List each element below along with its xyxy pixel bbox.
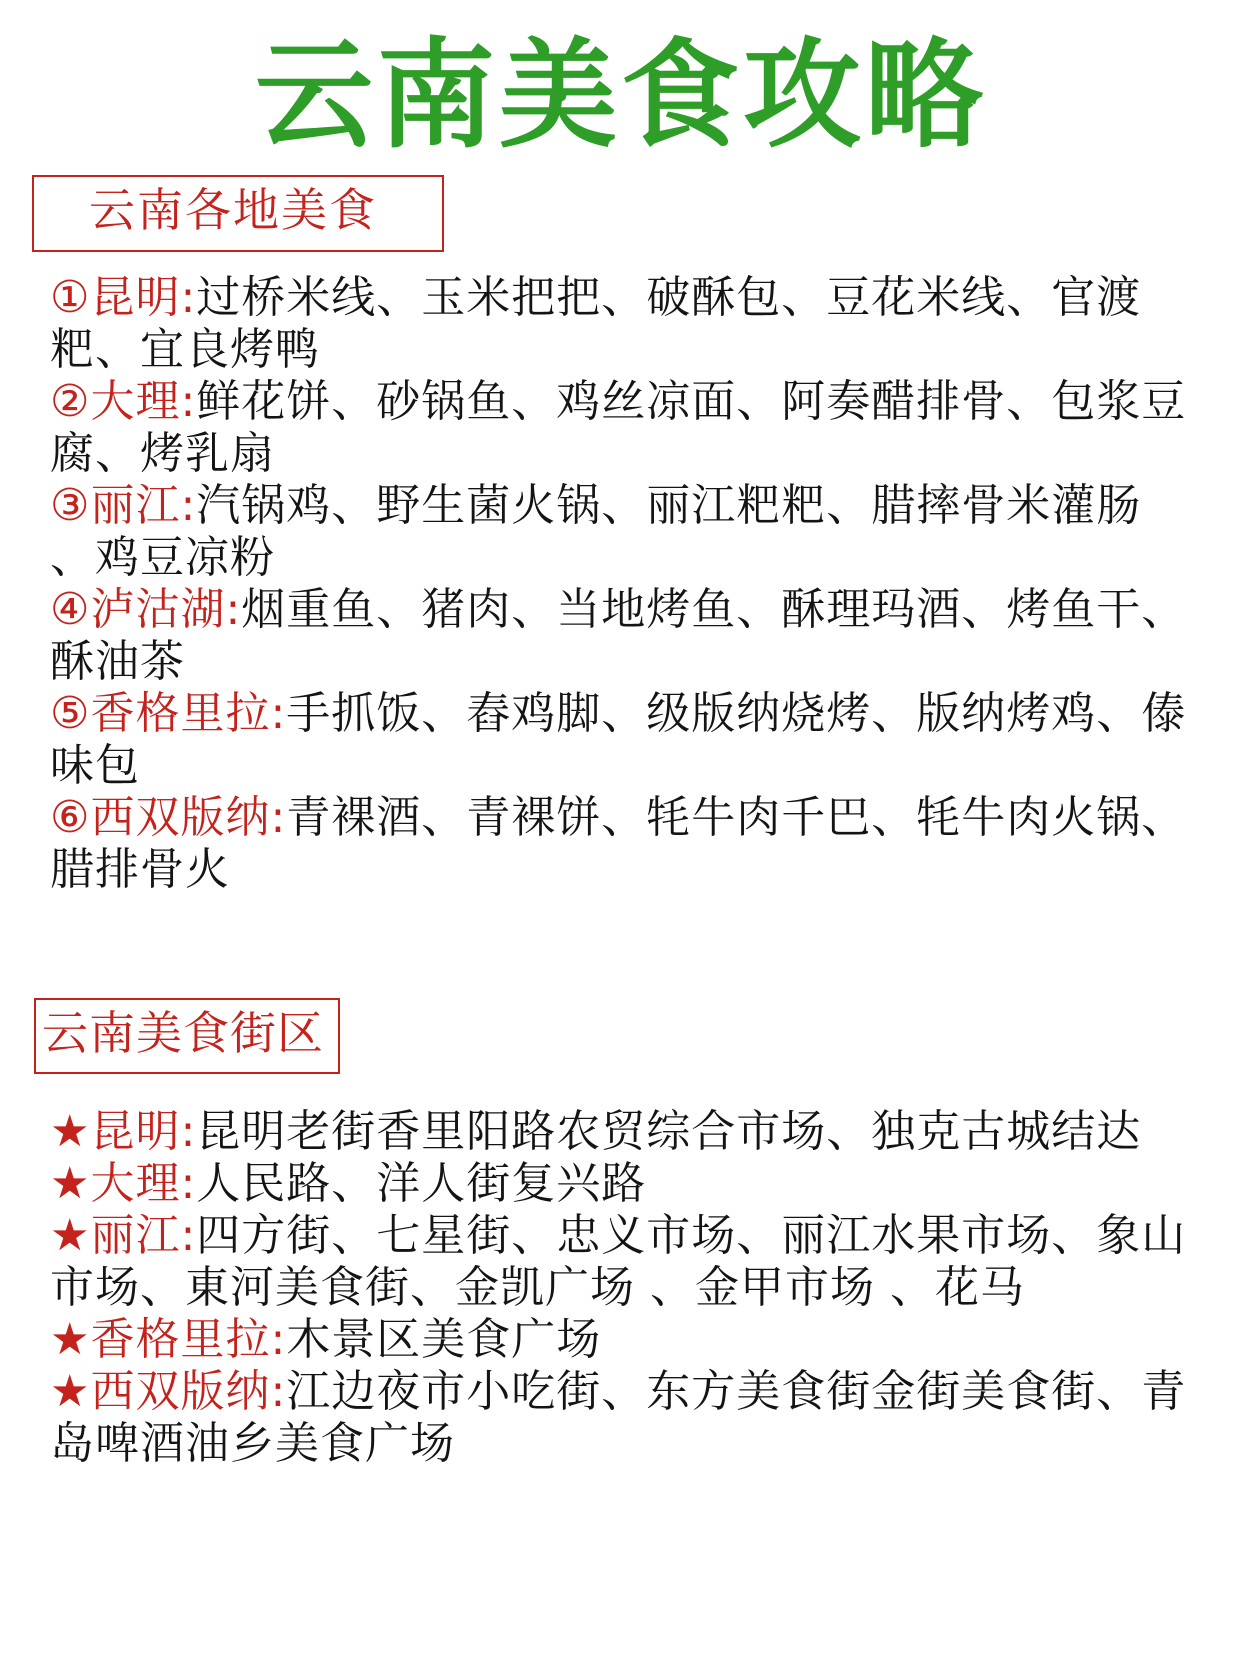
item-text: 烟重鱼、猪肉、当地烤鱼、酥理玛酒、烤鱼干、酥油茶 xyxy=(50,584,1187,687)
item-marker: ④ xyxy=(50,584,91,635)
list-item-xishuangbanna xyxy=(50,1366,1200,1470)
item-text: 汽锅鸡、野生菌火锅、丽江粑粑、腊摔骨米灌肠 、鸡豆凉粉 xyxy=(50,480,1142,583)
item-text: 青裸酒、青裸饼、牦牛肉千巴、牦牛肉火锅、腊排骨火 xyxy=(50,792,1187,895)
item-text: 鲜花饼、砂锅鱼、鸡丝凉面、阿奏醋排骨、包浆豆腐、烤乳扇 xyxy=(50,376,1187,479)
list-item-kunming xyxy=(50,1106,1200,1158)
item-text: 人民路、洋人街复兴路 xyxy=(196,1158,647,1209)
item-marker: ① xyxy=(50,272,91,323)
section-heading-food-streets: 云南美食街区 xyxy=(34,998,340,1074)
item-label: 西双版纳: xyxy=(90,1366,287,1417)
list-item-lugu-lake xyxy=(50,584,1200,688)
food-street-list xyxy=(50,1106,1200,1470)
list-item-lijiang xyxy=(50,480,1200,584)
star-icon: ★ xyxy=(50,1366,91,1417)
list-item-shangri-la xyxy=(50,688,1200,792)
item-label: 昆明: xyxy=(90,1106,197,1157)
item-text: 四方街、七星街、忠义市场、丽江水果市场、象山市场、東河美食街、金凯广场 、金甲市场 、花马 xyxy=(50,1210,1187,1313)
page-title: 云南美食攻略 xyxy=(254,26,987,164)
local-food-list xyxy=(50,272,1200,896)
item-marker: ③ xyxy=(50,480,91,531)
list-item-dali xyxy=(50,1158,1200,1210)
item-label: 香格里拉: xyxy=(90,1314,287,1365)
list-item-shangri-la xyxy=(50,1314,1200,1366)
item-marker: ② xyxy=(50,376,91,427)
item-label: 昆明: xyxy=(90,272,197,323)
section-heading-local-food: 云南各地美食 xyxy=(32,175,444,252)
item-label: 大理: xyxy=(90,1158,197,1209)
item-text: 过桥米线、玉米把把、破酥包、豆花米线、官渡粑、宜良烤鸭 xyxy=(50,272,1142,375)
star-icon: ★ xyxy=(50,1106,91,1157)
list-item-dali xyxy=(50,376,1200,480)
item-text: 手抓饭、舂鸡脚、级版纳烧烤、版纳烤鸡、傣味包 xyxy=(50,688,1187,791)
list-item-lijiang xyxy=(50,1210,1200,1314)
item-marker: ⑥ xyxy=(50,792,91,843)
item-label: 大理: xyxy=(90,376,197,427)
star-icon: ★ xyxy=(50,1158,91,1209)
item-label: 西双版纳: xyxy=(90,792,287,843)
item-text: 江边夜市小吃街、东方美食街金街美食街、青岛啤酒油乡美食广场 xyxy=(50,1366,1187,1469)
item-label: 香格里拉: xyxy=(90,688,287,739)
item-label: 泸沽湖: xyxy=(90,584,242,635)
star-icon: ★ xyxy=(50,1314,91,1365)
star-icon: ★ xyxy=(50,1210,91,1261)
list-item-kunming xyxy=(50,272,1200,376)
list-item-xishuangbanna xyxy=(50,792,1200,896)
item-text: 昆明老街香里阳路农贸综合市场、独克古城结达 xyxy=(196,1106,1142,1157)
item-label: 丽江: xyxy=(90,480,197,531)
item-marker: ⑤ xyxy=(50,688,91,739)
item-label: 丽江: xyxy=(90,1210,197,1261)
item-text: 木景区美食广场 xyxy=(286,1314,602,1365)
